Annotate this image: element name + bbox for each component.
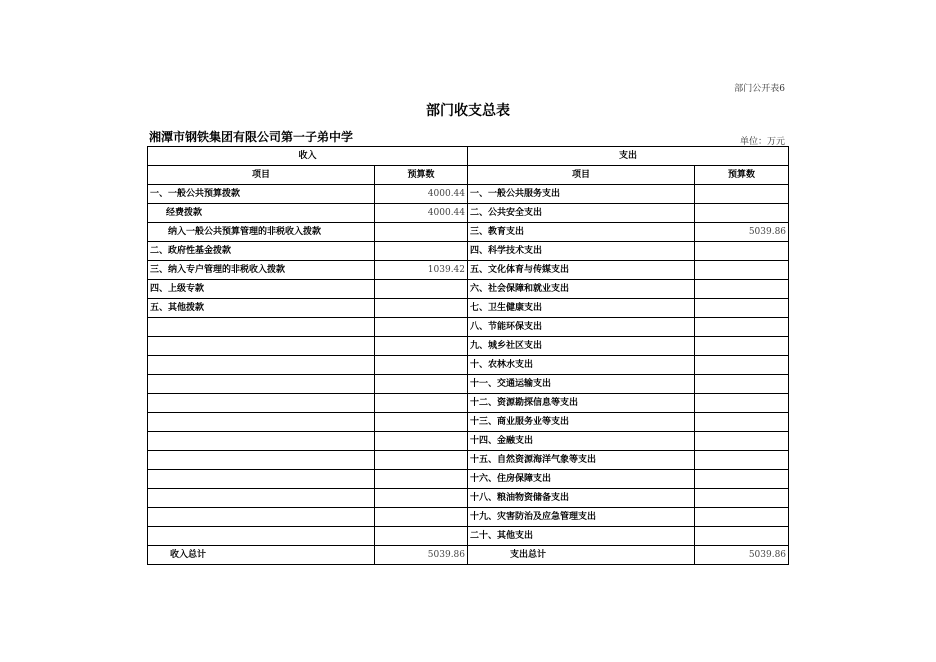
table-row — [148, 413, 789, 432]
income-budget-cell: 4000.44 — [375, 204, 468, 223]
expense-budget-cell — [695, 242, 789, 261]
table-row — [148, 337, 789, 356]
expense-item-cell: 六、社会保障和就业支出 — [468, 280, 695, 299]
income-item-cell — [148, 337, 375, 356]
expense-item-cell: 二十、其他支出 — [468, 527, 695, 546]
income-item-cell — [148, 432, 375, 451]
income-item-cell: 一、一般公共预算拨款 — [148, 185, 375, 204]
income-item-cell: 经费拨款 — [148, 204, 375, 223]
income-total-value: 5039.86 — [375, 546, 468, 565]
expense-item-cell: 十、农林水支出 — [468, 356, 695, 375]
income-item-cell — [148, 375, 375, 394]
expense-total-value: 5039.86 — [695, 546, 789, 565]
income-item-cell — [148, 451, 375, 470]
income-item-cell — [148, 508, 375, 527]
table-row — [148, 508, 789, 527]
expense-budget-cell — [695, 375, 789, 394]
table-row — [148, 451, 789, 470]
expense-budget-cell — [695, 318, 789, 337]
expense-item-cell: 十二、资源勘探信息等支出 — [468, 394, 695, 413]
income-budget-header: 预算数 — [375, 166, 468, 185]
income-budget-cell — [375, 470, 468, 489]
income-item-cell: 四、上级专款 — [148, 280, 375, 299]
table-row — [148, 223, 789, 242]
expense-budget-header: 预算数 — [695, 166, 789, 185]
income-section-header: 收入 — [148, 147, 468, 166]
table-row — [148, 185, 789, 204]
table-row — [148, 375, 789, 394]
income-item-cell: 二、政府性基金拨款 — [148, 242, 375, 261]
expense-item-cell: 三、教育支出 — [468, 223, 695, 242]
expense-item-cell: 八、节能环保支出 — [468, 318, 695, 337]
table-row — [148, 394, 789, 413]
income-budget-cell — [375, 242, 468, 261]
income-budget-cell — [375, 394, 468, 413]
expense-item-cell: 十五、自然资源海洋气象等支出 — [468, 451, 695, 470]
income-item-cell — [148, 470, 375, 489]
income-item-header: 项目 — [148, 166, 375, 185]
page-title: 部门收支总表 — [426, 103, 510, 119]
expense-total-label: 支出总计 — [468, 546, 695, 565]
income-item-cell — [148, 356, 375, 375]
expense-budget-cell — [695, 432, 789, 451]
column-header-row — [148, 166, 789, 185]
table-row — [148, 470, 789, 489]
expense-budget-cell — [695, 337, 789, 356]
expense-item-cell: 十九、灾害防治及应急管理支出 — [468, 508, 695, 527]
expense-item-cell: 十一、交通运输支出 — [468, 375, 695, 394]
expense-budget-cell — [695, 470, 789, 489]
budget-summary-table — [147, 146, 789, 565]
income-item-cell — [148, 318, 375, 337]
income-budget-cell — [375, 375, 468, 394]
table-row — [148, 242, 789, 261]
totals-row — [148, 546, 789, 565]
expense-item-cell: 一、一般公共服务支出 — [468, 185, 695, 204]
form-number: 部门公开表6 — [734, 84, 785, 94]
income-item-cell — [148, 413, 375, 432]
table-row — [148, 204, 789, 223]
table-row — [148, 432, 789, 451]
unit-label: 单位：万元 — [739, 137, 785, 147]
table-row — [148, 527, 789, 546]
section-header-row — [148, 147, 789, 166]
income-item-cell — [148, 527, 375, 546]
expense-item-cell: 十三、商业服务业等支出 — [468, 413, 695, 432]
income-budget-cell — [375, 451, 468, 470]
income-item-cell: 纳入一般公共预算管理的非税收入拨款 — [148, 223, 375, 242]
expense-item-cell: 十六、住房保障支出 — [468, 470, 695, 489]
expense-budget-cell — [695, 204, 789, 223]
expense-budget-cell — [695, 413, 789, 432]
expense-item-cell: 二、公共安全支出 — [468, 204, 695, 223]
income-budget-cell — [375, 413, 468, 432]
income-item-cell — [148, 394, 375, 413]
expense-budget-cell — [695, 280, 789, 299]
expense-budget-cell: 5039.86 — [695, 223, 789, 242]
income-budget-cell — [375, 527, 468, 546]
expense-budget-cell — [695, 508, 789, 527]
income-budget-cell — [375, 318, 468, 337]
income-budget-cell — [375, 299, 468, 318]
income-budget-cell — [375, 508, 468, 527]
income-total-label: 收入总计 — [148, 546, 375, 565]
expense-item-cell: 九、城乡社区支出 — [468, 337, 695, 356]
income-item-cell: 三、纳入专户管理的非税收入拨款 — [148, 261, 375, 280]
income-item-cell — [148, 489, 375, 508]
income-budget-cell — [375, 337, 468, 356]
expense-budget-cell — [695, 356, 789, 375]
table-row — [148, 261, 789, 280]
expense-budget-cell — [695, 527, 789, 546]
table-row — [148, 356, 789, 375]
expense-budget-cell — [695, 451, 789, 470]
income-budget-cell — [375, 356, 468, 375]
expense-item-cell: 四、科学技术支出 — [468, 242, 695, 261]
expense-item-cell: 十八、粮油物资储备支出 — [468, 489, 695, 508]
income-budget-cell — [375, 223, 468, 242]
expense-budget-cell — [695, 489, 789, 508]
income-budget-cell — [375, 489, 468, 508]
table-row — [148, 299, 789, 318]
expense-budget-cell — [695, 261, 789, 280]
expense-item-header: 项目 — [468, 166, 695, 185]
income-budget-cell — [375, 280, 468, 299]
table-row — [148, 489, 789, 508]
expense-item-cell: 七、卫生健康支出 — [468, 299, 695, 318]
income-item-cell: 五、其他拨款 — [148, 299, 375, 318]
expense-item-cell: 十四、金融支出 — [468, 432, 695, 451]
table-row — [148, 318, 789, 337]
income-budget-cell: 1039.42 — [375, 261, 468, 280]
expense-budget-cell — [695, 299, 789, 318]
expense-budget-cell — [695, 185, 789, 204]
income-budget-cell: 4000.44 — [375, 185, 468, 204]
expense-budget-cell — [695, 394, 789, 413]
expense-item-cell: 五、文化体育与传媒支出 — [468, 261, 695, 280]
income-budget-cell — [375, 432, 468, 451]
table-row — [148, 280, 789, 299]
expense-section-header: 支出 — [468, 147, 789, 166]
organization-name: 湘潭市钢铁集团有限公司第一子弟中学 — [149, 130, 354, 144]
